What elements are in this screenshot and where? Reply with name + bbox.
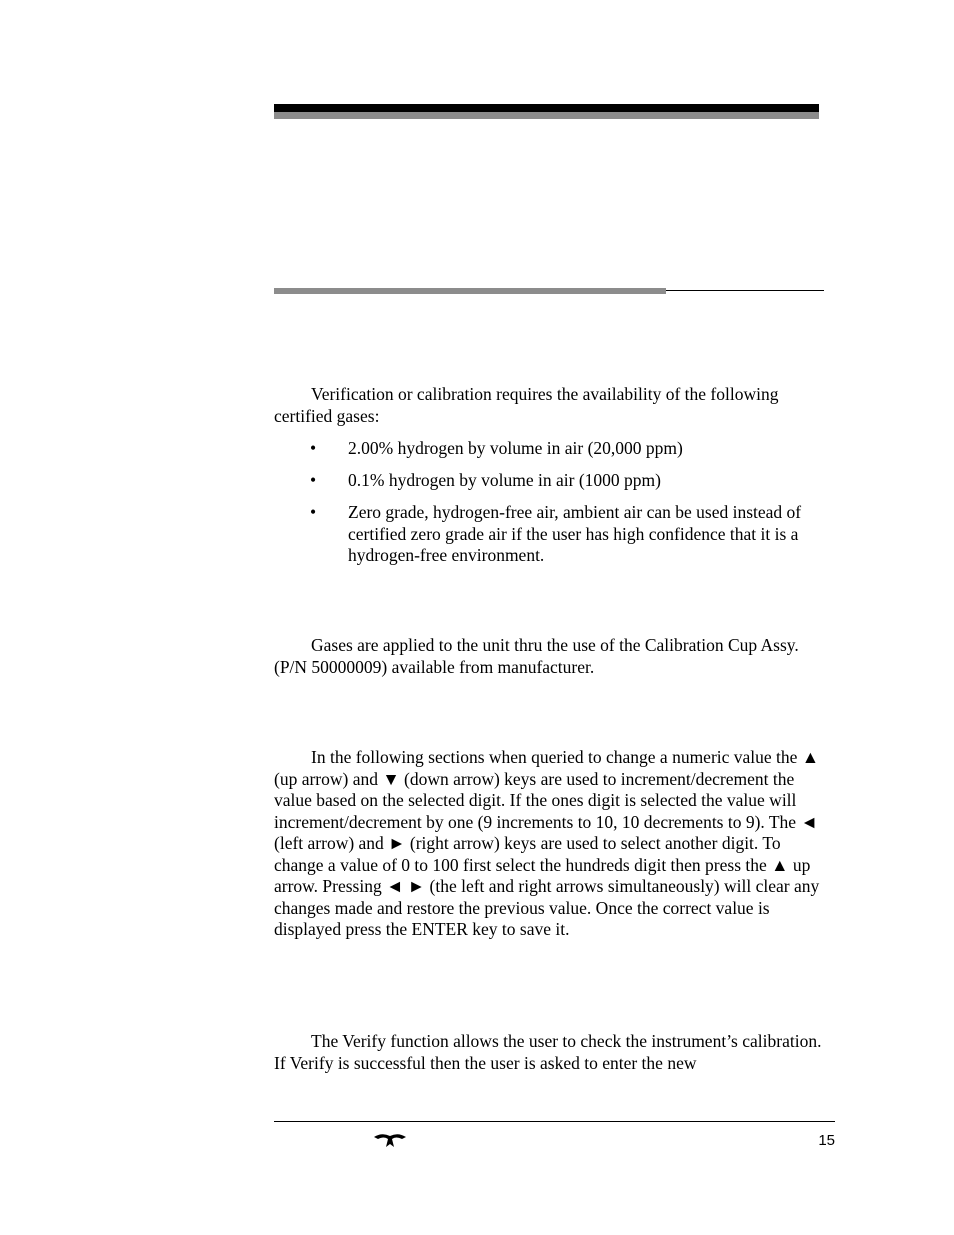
bullet-icon: • — [310, 438, 317, 458]
footer-rule — [274, 1121, 835, 1122]
verify-paragraph-block — [274, 1031, 824, 1074]
verify-paragraph: The Verify function allows the user to check the instrument’s calibration. If Verify is successful then the user is asked to enter the new — [274, 1031, 822, 1073]
intro-paragraph-block — [274, 384, 824, 427]
header-rule-grey — [274, 112, 819, 119]
header-rule-black — [274, 104, 819, 112]
numeric-entry-paragraph-block — [274, 747, 824, 941]
intro-paragraph: Verification or calibration requires the availability of the following certified gases: — [274, 384, 779, 426]
section-rule-thin — [666, 290, 824, 291]
numeric-entry-paragraph: In the following sections when queried to change a numeric value the ▲ (up arrow) and ▼ (down arrow) keys are used to increment/decrement the value based on the selected digit. If the ones digit is selected the value will increment/decrement by one (9 increments to 10, 10 decrements to 9). The ◄ (left arrow) and ► (right arrow) keys are used to select another digit. To change a value of 0 to 100 first select the hundreds digit then press the ▲ up arrow. Pressing ◄ ► (the left and right arrows simultaneously) will clear any changes made and restore the previous value. Once the correct value is displayed press the ENTER key to save it. — [274, 747, 820, 939]
gas-item-text: 0.1% hydrogen by volume in air (1000 ppm) — [348, 470, 662, 490]
gas-item-text: Zero grade, hydrogen-free air, ambient air can be used instead of certified zero grade air if the user has high confidence that it is a hydrogen-free environment. — [348, 502, 802, 565]
bullet-icon: • — [310, 470, 317, 490]
teledyne-logo-icon — [372, 1131, 408, 1149]
application-paragraph: Gases are applied to the unit thru the use of the Calibration Cup Assy. (P/N 50000009) available from manufacturer. — [274, 635, 799, 677]
application-paragraph-block — [274, 635, 824, 678]
list-item — [274, 470, 824, 492]
section-rule-grey — [274, 288, 666, 294]
bullet-icon: • — [310, 502, 317, 522]
list-item — [274, 502, 824, 567]
gas-item-text: 2.00% hydrogen by volume in air (20,000 ppm) — [348, 438, 683, 458]
page-number: 15 — [818, 1132, 835, 1149]
list-item — [274, 438, 824, 460]
gas-list — [274, 438, 824, 577]
